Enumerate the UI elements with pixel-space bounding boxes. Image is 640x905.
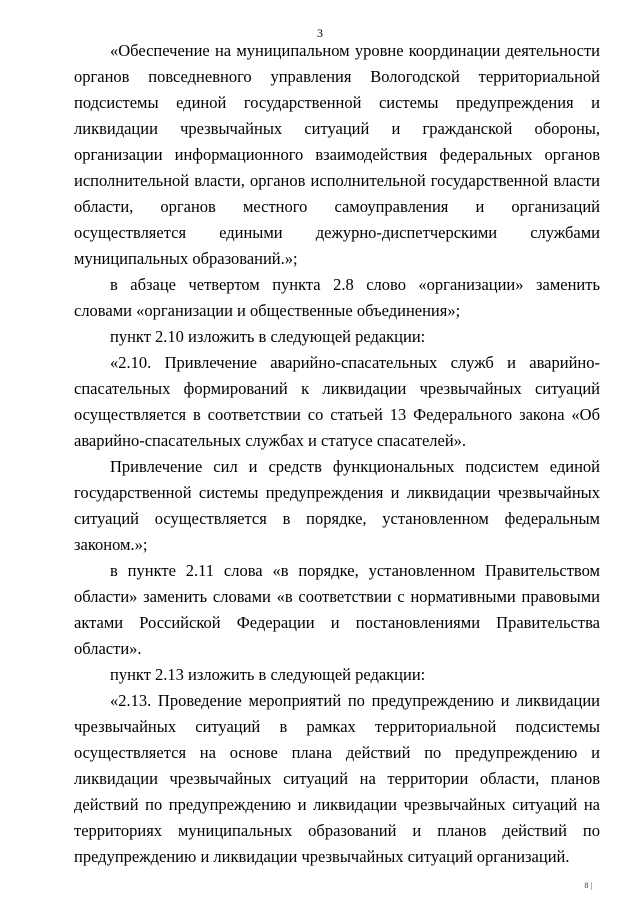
paragraph-2-13-text: «2.13. Проведение мероприятий по предупреждению и ликвидации чрезвычайных ситуаций в рамках территориальной подсистемы осуществляется на основе плана действий по предупреждению и ликвидации чрезвычайных ситуаций на территории области, планов действий по предупреждению и ликвидации чрезвычайных ситуаций на территориях муниципальных образований и планов действий по предупреждению и ликвидации чрезвычайных ситуаций организаций.: [74, 691, 600, 866]
document-body: [74, 38, 600, 870]
paragraph-2-10-text: «2.10. Привлечение аварийно-спасательных служб и аварийно-спасательных формирований к ликвидации чрезвычайных ситуаций осуществляется в соответствии со статьей 13 Федерального закона «Об аварийно-спасательных службах и статусе спасателей».: [74, 353, 600, 450]
paragraph-2-10-intro: пункт 2.10 изложить в следующей редакции:: [110, 327, 426, 346]
paragraph-amend-2-11: в пункте 2.11 слова «в порядке, установленном Правительством области» заменить словами «в соответствии с нормативными правовыми актами Российской Федерации и постановлениями Правительства области».: [74, 561, 600, 658]
paragraph-2-10-continuation: Привлечение сил и средств функциональных подсистем единой государственной системы предупреждения и ликвидации чрезвычайных ситуаций осуществляется в порядке, установленном федеральным законом.»;: [74, 457, 600, 554]
paragraph-amend-2-8: в абзаце четвертом пункта 2.8 слово «организации» заменить словами «организации и общественные объединения»;: [74, 275, 600, 320]
paragraph-edds-provision: «Обеспечение на муниципальном уровне координации деятельности органов повседневного управления Вологодской территориальной подсистемы единой государственной системы предупреждения и ликвидации чрезвычайных ситуаций и гражданской обороны, организации информационного взаимодействия федеральных органов исполнительной власти, органов исполнительной государственной власти области, органов местного самоуправления и организаций осуществляется едиными дежурно-диспетчерскими службами муниципальных образований.»;: [74, 41, 600, 268]
paragraph-2-13-intro: пункт 2.13 изложить в следующей редакции:: [110, 665, 426, 684]
page-number: 3: [317, 26, 323, 40]
footer-mark: 8 |: [584, 881, 592, 890]
